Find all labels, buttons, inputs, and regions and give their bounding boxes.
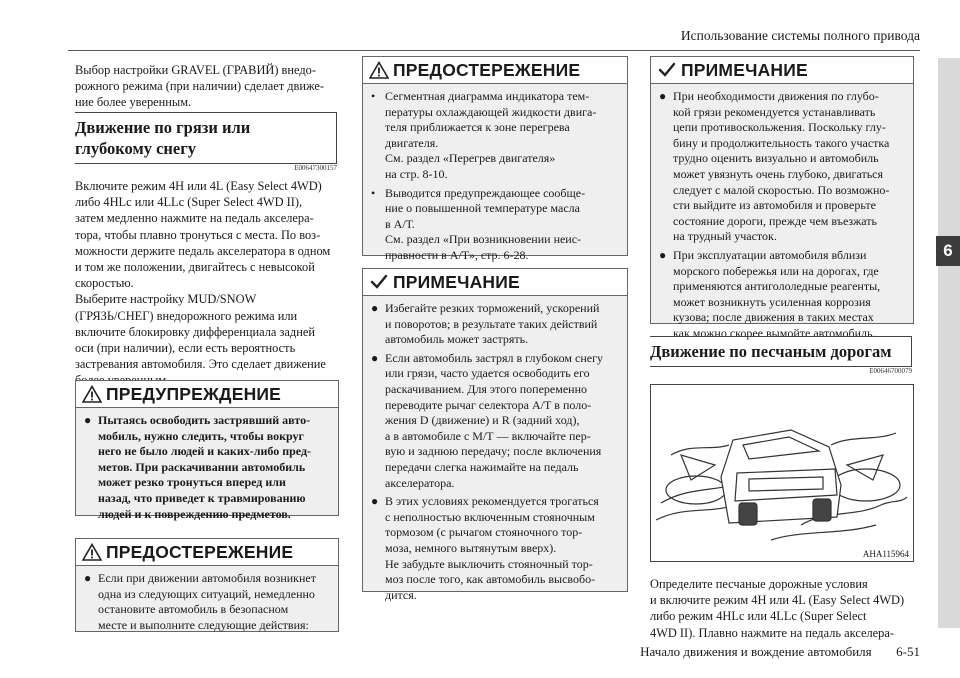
note-box-2	[650, 56, 914, 340]
section-code-sand: E00646700079	[869, 367, 912, 375]
caution-box-2	[362, 56, 628, 262]
chapter-side-tab	[938, 58, 960, 628]
note-item: ● Если автомобиль застрял в глубоком снегу или грязи, часто удается освободить его раскачиванием. Для этого попеременно переводите рычаг селектора А/Т в поло- жения D (движение) и R (задний ход), а в автомобиле с М/Т — включайте пер- вую и заднюю передачу; после включения передачи слегка нажимайте на педаль акселератора.	[371, 350, 603, 490]
note-item: ● При необходимости движения по глубо- кой грязи рекомендуется устанавливать цепи противоскольжения. Поскольку глу- бину и продолжительность такого участка трудно оценить визуально и автомобиль может увязнуть очень глубоко, двигаться следует с малой скоростью. По возможно- сти выйдите из автомобиля и проверьте состояние дороги, прежде чем въезжать на трудный участок.	[659, 89, 890, 244]
bullet-icon: ●	[371, 494, 379, 509]
section-title-mud-snow: Движение по грязи или глубокому снегу	[75, 112, 337, 164]
bullet-icon: •	[371, 89, 376, 103]
page-number: 6-51	[896, 644, 920, 659]
bullet-icon: •	[371, 185, 376, 200]
page-footer	[520, 644, 920, 660]
sand-driving-illustration	[650, 384, 914, 562]
intro-paragraph: Выбор настройки GRAVEL (ГРАВИЙ) внедо- рожного режима (при наличии) сделает движе- ние более уверенным.	[75, 63, 325, 110]
pickup-truck-sand-image	[651, 385, 911, 559]
section-sand	[650, 336, 912, 375]
note-item: ● При эксплуатации автомобиля вблизи морского побережья или на дорогах, где применяются антигололедные реагенты, может возникнуть усиленная коррозия кузова; после движения в таких местах как можно скорее вымойте автомобиль.	[659, 247, 881, 340]
bullet-icon: ●	[371, 301, 379, 315]
bullet-icon: ●	[659, 89, 667, 103]
note-box-header	[651, 57, 913, 84]
warning-label: ПРЕДУПРЕЖДЕНИЕ	[106, 383, 282, 404]
section-code-mud-snow: E00647300157	[294, 164, 337, 172]
note-box-header	[363, 269, 627, 296]
warning-triangle-icon	[82, 385, 102, 403]
chapter-number: 6	[936, 236, 960, 266]
section-mud-snow	[75, 112, 337, 172]
warning-triangle-icon	[369, 61, 389, 79]
caution-item: • Выводится предупреждающее сообще- ние о повышенной температуре масла в А/Т. См. раздел «При возникновении неис- правности в А/Т», стр. 6-28.	[371, 185, 586, 262]
section-title-sand: Движение по песчаным дорогам	[650, 336, 912, 367]
header-rule	[68, 50, 920, 51]
caution-box-1	[75, 538, 339, 632]
caution-item: • Сегментная диаграмма индикатора тем- пературы охлаждающей жидкости двига- теля приближается к зоне перегрева двигателя. См. раздел «Перегрев двигателя» на стр. 8-10.	[371, 89, 597, 181]
footer-chapter: Начало движения и вождение автомобиля	[640, 644, 872, 659]
mud-snow-body: Включите режим 4H или 4L (Easy Select 4WD) либо 4HLc или 4LLc (Super Select 4WD II), затем медленно нажмите на педаль акселера- тора, чтобы плавно тронуться с места. По воз- можности держите педаль акселератора в одном и том же положении, двигайтесь с невысокой скоростью. Выберите настройку MUD/SNOW (ГРЯЗЬ/СНЕГ) внедорожного режима или включите блокировку дифференциала задней оси (при наличии), если есть вероятность застревания автомобиля. Это сделает движение	[75, 179, 331, 372]
note-item: ● В этих условиях рекомендуется трогаться с неполностью включенным стояночным тормозом (с рычагом стояночного тор- моза, немного вытянутым вверх). Не забудьте выключить стояночный тор- моз после того, как автомобиль высвобо- дится.	[371, 494, 599, 602]
note-item: ● Избегайте резких торможений, ускорений и поворотов; в результате таких действий автомобиль может застрять.	[371, 301, 600, 347]
caution-label: ПРЕДОСТЕРЕЖЕНИЕ	[106, 541, 294, 562]
bullet-icon: ●	[84, 571, 92, 585]
warning-item: ● Пытаясь освободить застрявший авто- мобиль, нужно следить, чтобы вокруг него не было людей и каких-либо пред- метов. При раскачивании автомобиль может резко тронуться вперед или назад, что приведет к травмированию людей и к повреждению предметов.	[84, 413, 312, 521]
caution-box-header	[76, 539, 338, 566]
note-check-icon	[369, 273, 389, 291]
warning-triangle-icon	[82, 543, 102, 561]
warning-box	[75, 380, 339, 521]
running-header: Использование системы полного привода	[680, 28, 920, 43]
caution-box-header	[363, 57, 627, 84]
caution-label: ПРЕДОСТЕРЕЖЕНИЕ	[393, 59, 581, 80]
caution-item: ● Если при движении автомобиля возникнет одна из следующих ситуаций, немедленно остановите автомобиль в безопасном месте и выполните следующие действия:	[84, 571, 316, 632]
bullet-icon: ●	[659, 247, 667, 262]
illustration-code: AHA115964	[862, 549, 909, 559]
note-label: ПРИМЕЧАНИЕ	[681, 59, 808, 80]
bullet-icon: ●	[371, 350, 379, 365]
bullet-icon: ●	[84, 413, 92, 427]
sand-body: Определите песчаные дорожные условия и включите режим 4H или 4L (Easy Select 4WD) либо режим 4HLc или 4LLc (Super Select 4WD II). Плавно нажмите на педаль акселера-	[650, 577, 905, 640]
note-box-1	[362, 268, 628, 602]
warning-box-header	[76, 381, 338, 408]
note-label: ПРИМЕЧАНИЕ	[393, 271, 520, 292]
note-check-icon	[657, 61, 677, 79]
